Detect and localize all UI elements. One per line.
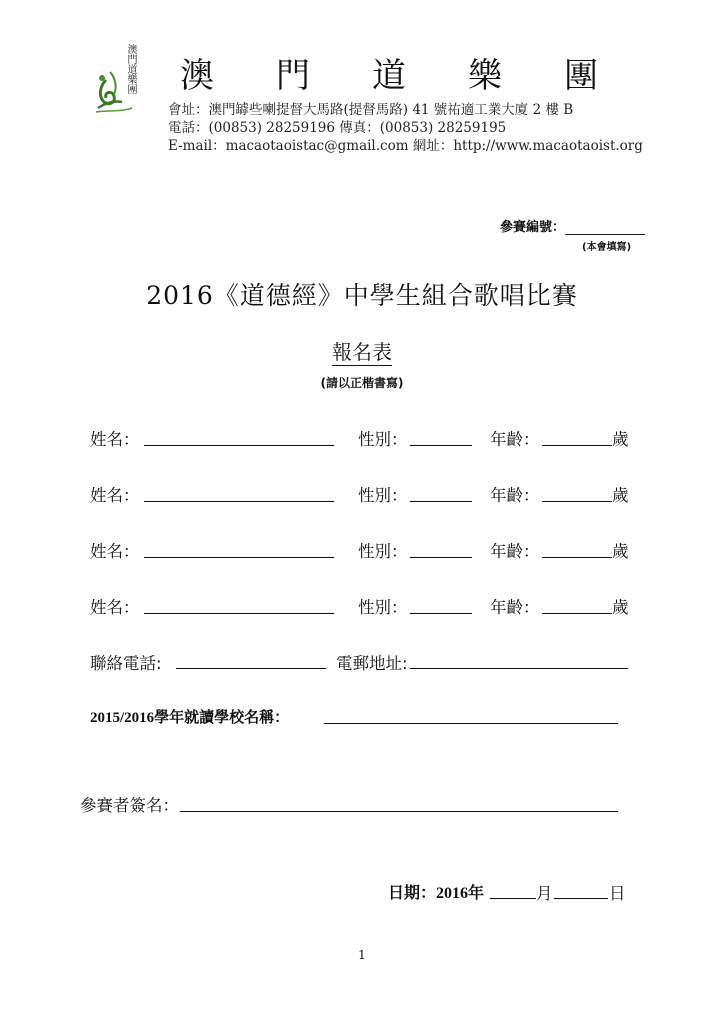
- gender-label: 性別：: [358, 542, 408, 561]
- age-label: 年齡：: [490, 486, 540, 505]
- school-field[interactable]: [324, 722, 618, 724]
- gender-field[interactable]: [410, 444, 472, 446]
- school-label: 2015/2016學年就讀學校名稱：: [90, 710, 290, 726]
- age-unit: 歲: [612, 542, 629, 561]
- gender-label: 性別：: [358, 598, 408, 617]
- org-email-web: E-mail：macaotaoistac@gmail.com 網址：http://www.macaotaoist.org: [168, 138, 643, 154]
- name-field[interactable]: [144, 500, 334, 502]
- month-field[interactable]: [490, 897, 536, 899]
- org-name-char: 團: [564, 56, 600, 96]
- age-field[interactable]: [542, 556, 612, 558]
- name-label: 姓名：: [90, 542, 140, 561]
- org-logo-icon: [88, 42, 148, 122]
- entry-number-blank[interactable]: [565, 222, 645, 235]
- entry-number-field[interactable]: [500, 216, 645, 235]
- gender-field[interactable]: [410, 612, 472, 614]
- name-label: 姓名：: [90, 598, 140, 617]
- org-name-char: 樂: [468, 56, 504, 96]
- org-name-char: 門: [276, 56, 312, 96]
- form-subtitle: 報名表: [332, 340, 392, 364]
- org-name-char: 澳: [180, 56, 216, 96]
- name-label: 姓名：: [90, 486, 140, 505]
- org-address: 會址：澳門罅些喇提督大馬路(提督馬路) 41 號祐適工業大廈 2 樓 B: [168, 102, 574, 118]
- signature-field[interactable]: [180, 810, 618, 812]
- age-field[interactable]: [542, 444, 612, 446]
- name-field[interactable]: [144, 612, 334, 614]
- day-field[interactable]: [554, 897, 608, 899]
- org-phone-fax: 電話：(00853) 28259196 傳真：(00853) 28259195: [168, 120, 507, 136]
- date-label: 日期：2016年: [388, 885, 485, 902]
- age-field[interactable]: [542, 612, 612, 614]
- name-field[interactable]: [144, 444, 334, 446]
- age-unit: 歲: [612, 486, 629, 505]
- org-name: [180, 48, 600, 97]
- gender-label: 性別：: [358, 486, 408, 505]
- entry-number-label: 參賽編號：: [500, 220, 566, 235]
- gender-field[interactable]: [410, 556, 472, 558]
- age-unit: 歲: [612, 598, 629, 617]
- form-title: 2016《道德經》中學生組合歌唱比賽: [146, 281, 578, 310]
- gender-field[interactable]: [410, 500, 472, 502]
- page-number: 1: [358, 948, 366, 962]
- age-label: 年齡：: [490, 542, 540, 561]
- gender-label: 性別：: [358, 430, 408, 449]
- age-field[interactable]: [542, 500, 612, 502]
- entry-number-note: (本會填寫): [582, 242, 632, 253]
- phone-label: 聯絡電話:: [90, 654, 162, 673]
- age-label: 年齡：: [490, 598, 540, 617]
- age-label: 年齡：: [490, 430, 540, 449]
- day-label: 日: [609, 884, 626, 903]
- month-label: 月: [536, 884, 553, 903]
- age-unit: 歲: [612, 430, 629, 449]
- signature-label: 參賽者簽名：: [80, 796, 179, 815]
- phone-field[interactable]: [176, 667, 326, 669]
- email-label: 電郵地址:: [336, 654, 408, 673]
- name-field[interactable]: [144, 556, 334, 558]
- email-field[interactable]: [410, 667, 628, 669]
- name-label: 姓名：: [90, 430, 140, 449]
- logo-vertical-text: 澳門道樂團: [125, 44, 136, 94]
- form-instruction: (請以正楷書寫): [320, 376, 404, 390]
- org-name-char: 道: [372, 56, 408, 96]
